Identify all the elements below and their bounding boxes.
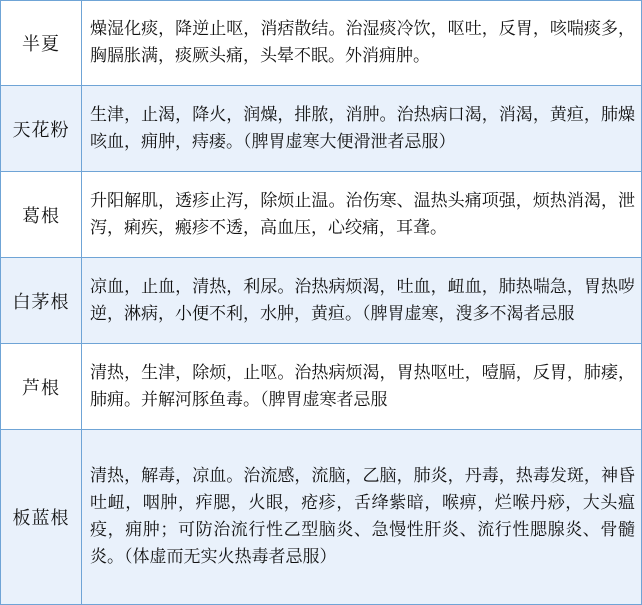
herb-name: 半夏	[1, 1, 82, 86]
table-row	[1, 172, 642, 258]
herb-name: 芦根	[1, 344, 82, 430]
herb-description: 凉血，止血，清热，利尿。治热病烦渴，吐血，衄血，肺热喘急，胃热哕逆，淋病，小便不利，水肿，黄疸。（脾胃虚寒，溲多不渴者忌服	[82, 258, 642, 344]
table-row	[1, 430, 642, 605]
herb-name: 板蓝根	[1, 430, 82, 605]
herb-description: 清热，生津，除烦，止呕。治热病烦渴，胃热呕吐，噎膈，反胃，肺痿，肺痈。并解河豚鱼毒。（脾胃虚寒者忌服	[82, 344, 642, 430]
herb-name: 葛根	[1, 172, 82, 258]
table-row	[1, 258, 642, 344]
herb-description: 燥湿化痰，降逆止呕，消痞散结。治湿痰冷饮，呕吐，反胃，咳喘痰多，胸膈胀满，痰厥头痛，头晕不眠。外消痈肿。	[82, 1, 642, 86]
herb-name: 天花粉	[1, 86, 82, 172]
herb-description: 清热，解毒，凉血。治流感，流脑，乙脑，肺炎，丹毒，热毒发斑，神昏吐衄，咽肿，痄腮，火眼，疮疹，舌绛紫暗，喉痹，烂喉丹痧，大头瘟疫，痈肿；可防治流行性乙型脑炎、急慢性肝炎、流行性腮腺炎、骨髓炎。（体虚而无实火热毒者忌服）	[82, 430, 642, 605]
herb-description: 升阳解肌，透疹止泻，除烦止温。治伤寒、温热头痛项强，烦热消渴，泄泻，痢疾，瘢疹不透，高血压，心绞痛，耳聋。	[82, 172, 642, 258]
herb-name: 白茅根	[1, 258, 82, 344]
table-row	[1, 86, 642, 172]
herb-description: 生津，止渴，降火，润燥，排脓，消肿。治热病口渴，消渴，黄疸，肺燥咳血，痈肿，痔瘘。（脾胃虚寒大便滑泄者忌服）	[82, 86, 642, 172]
table-row	[1, 344, 642, 430]
table-row	[1, 1, 642, 86]
